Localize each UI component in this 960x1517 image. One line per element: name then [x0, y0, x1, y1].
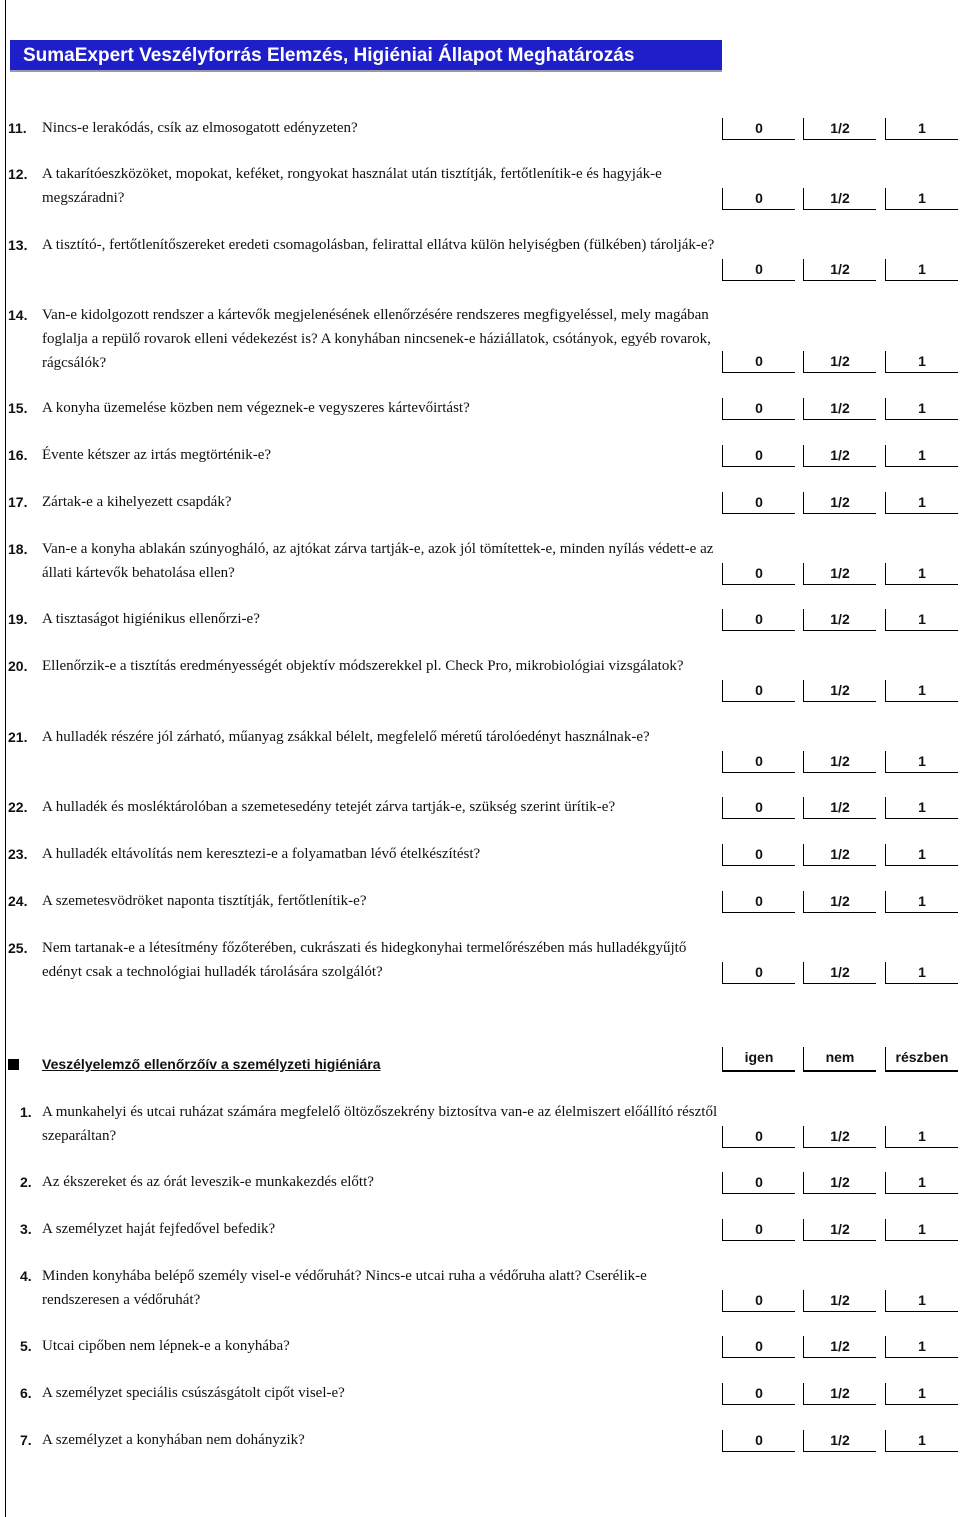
answer-option-0[interactable]: 0: [722, 445, 795, 467]
question-number: 24.: [8, 893, 28, 909]
answer-option-half[interactable]: 1/2: [803, 891, 876, 913]
answer-group: [722, 118, 958, 142]
column-header-reszben: részben: [885, 1047, 958, 1072]
question-text: A szemetesvödröket naponta tisztítják, fertőtlenítik-e?: [42, 893, 367, 909]
answer-option-half[interactable]: 1/2: [803, 445, 876, 467]
question-text: Nem tartanak-e a létesítmény főzőterében, cukrászati és hidegkonyhai termelőrészében más hulladékgyűjtő edényt csak a technológiai hulladék tárolására szolgálót?: [42, 940, 687, 980]
question-text: A takarítóeszközöket, mopokat, keféket, rongyokat használat után tisztítják, fertőtlenítik-e és hagyják-e megszáradni?: [42, 166, 662, 206]
answer-group: [722, 1336, 958, 1360]
answer-option-0[interactable]: 0: [722, 398, 795, 420]
answer-group: [722, 563, 958, 587]
page-title: SumaExpert Veszélyforrás Elemzés, Higiéniai Állapot Meghatározás: [10, 40, 722, 72]
question-number: 4.: [20, 1268, 32, 1284]
answer-option-half[interactable]: 1/2: [803, 1430, 876, 1452]
answer-group: [722, 609, 958, 633]
question-number: 5.: [20, 1338, 32, 1354]
question-number: 17.: [8, 494, 28, 510]
question-text: Ellenőrzik-e a tisztítás eredményességét objektív módszerekkel pl. Check Pro, mikrobiológiai vizsgálatok?: [42, 658, 684, 674]
question-text: A személyzet a konyhában nem dohányzik?: [42, 1432, 305, 1448]
answer-option-0[interactable]: 0: [722, 609, 795, 631]
answer-option-1[interactable]: 1: [885, 563, 958, 585]
answer-option-1[interactable]: 1: [885, 609, 958, 631]
column-header-nem: nem: [803, 1047, 876, 1072]
answer-group: [722, 962, 958, 986]
answer-group: [722, 891, 958, 915]
question-number: 23.: [8, 846, 28, 862]
answer-option-0[interactable]: 0: [722, 351, 795, 373]
question-number: 7.: [20, 1432, 32, 1448]
answer-group: [722, 1383, 958, 1407]
answer-option-1[interactable]: 1: [885, 1172, 958, 1194]
answer-option-half[interactable]: 1/2: [803, 1172, 876, 1194]
question-text: A hulladék részére jól zárható, műanyag zsákkal bélelt, megfelelő méretű tárolóedényt használnak-e?: [42, 729, 650, 745]
answer-group: [722, 844, 958, 868]
answer-group: [722, 1126, 958, 1150]
question-text: A személyzet haját fejfedővel befedik?: [42, 1221, 276, 1237]
answer-option-1[interactable]: 1: [885, 1290, 958, 1312]
answer-option-1[interactable]: 1: [885, 398, 958, 420]
answer-option-1[interactable]: 1: [885, 962, 958, 984]
answer-option-0[interactable]: 0: [722, 118, 795, 140]
answer-option-0[interactable]: 0: [722, 1172, 795, 1194]
answer-option-0[interactable]: 0: [722, 1430, 795, 1452]
answer-option-1[interactable]: 1: [885, 680, 958, 702]
question-text: Az ékszereket és az órát leveszik-e munkakezdés előtt?: [42, 1174, 374, 1190]
answer-group: [722, 259, 958, 283]
answer-group: [722, 797, 958, 821]
page-left-rule: [5, 0, 6, 1517]
question-number: 12.: [8, 166, 28, 182]
question-number: 22.: [8, 799, 28, 815]
answer-option-1[interactable]: 1: [885, 492, 958, 514]
answer-group: [722, 1219, 958, 1243]
answer-option-0[interactable]: 0: [722, 751, 795, 773]
answer-group: [722, 1290, 958, 1314]
answer-option-half[interactable]: 1/2: [803, 751, 876, 773]
answer-option-half[interactable]: 1/2: [803, 492, 876, 514]
answer-option-0[interactable]: 0: [722, 1383, 795, 1405]
answer-option-1[interactable]: 1: [885, 1219, 958, 1241]
column-headers: [722, 1047, 958, 1072]
question-text: A konyha üzemelése közben nem végeznek-e vegyszeres kártevőirtást?: [42, 400, 470, 416]
answer-option-half[interactable]: 1/2: [803, 1336, 876, 1358]
answer-option-half[interactable]: 1/2: [803, 188, 876, 210]
question-text: A hulladék és mosléktárolóban a szemetesedény tetejét zárva tartják-e, szükség szerint ürítik-e?: [42, 799, 616, 815]
answer-option-half[interactable]: 1/2: [803, 351, 876, 373]
question-number: 21.: [8, 729, 28, 745]
question-text: A tisztító-, fertőtlenítőszereket eredeti csomagolásban, felirattal ellátva külön helyiségben (fülkében) tárolják-e?: [42, 237, 715, 253]
answer-option-half[interactable]: 1/2: [803, 680, 876, 702]
answer-option-half[interactable]: 1/2: [803, 797, 876, 819]
question-text: Zártak-e a kihelyezett csapdák?: [42, 494, 232, 510]
question-text: A hulladék eltávolítás nem keresztezi-e a folyamatban lévő ételkészítést?: [42, 846, 481, 862]
question-number: 11.: [8, 120, 27, 136]
question-number: 13.: [8, 237, 28, 253]
answer-group: [722, 680, 958, 704]
question-text: Nincs-e lerakódás, csík az elmosogatott edényzeten?: [42, 120, 358, 136]
answer-option-1[interactable]: 1: [885, 1336, 958, 1358]
question-text: A tisztaságot higiénikus ellenőrzi-e?: [42, 611, 260, 627]
answer-group: [722, 445, 958, 469]
question-text: Évente kétszer az irtás megtörténik-e?: [42, 447, 272, 463]
question-text: A munkahelyi és utcai ruházat számára megfelelő öltözőszekrény biztosítva van-e az élelmiszert előállító résztől szeparáltan?: [42, 1104, 718, 1144]
answer-option-half[interactable]: 1/2: [803, 1219, 876, 1241]
answer-option-1[interactable]: 1: [885, 1383, 958, 1405]
answer-option-0[interactable]: 0: [722, 962, 795, 984]
answer-option-half[interactable]: 1/2: [803, 609, 876, 631]
answer-option-0[interactable]: 0: [722, 680, 795, 702]
answer-option-0[interactable]: 0: [722, 188, 795, 210]
answer-option-0[interactable]: 0: [722, 891, 795, 913]
answer-option-0[interactable]: 0: [722, 492, 795, 514]
answer-group: [722, 492, 958, 516]
section-bullet-icon: [8, 1059, 19, 1070]
question-number: 25.: [8, 940, 28, 956]
answer-option-1[interactable]: 1: [885, 445, 958, 467]
question-number: 20.: [8, 658, 28, 674]
answer-option-1[interactable]: 1: [885, 751, 958, 773]
answer-option-0[interactable]: 0: [722, 1290, 795, 1312]
answer-option-0[interactable]: 0: [722, 259, 795, 281]
answer-option-half[interactable]: 1/2: [803, 563, 876, 585]
question-number: 15.: [8, 400, 28, 416]
answer-option-0[interactable]: 0: [722, 844, 795, 866]
answer-option-1[interactable]: 1: [885, 1430, 958, 1452]
answer-option-1[interactable]: 1: [885, 797, 958, 819]
answer-group: [722, 751, 958, 775]
answer-option-0[interactable]: 0: [722, 797, 795, 819]
answer-option-1[interactable]: 1: [885, 891, 958, 913]
answer-option-1[interactable]: 1: [885, 259, 958, 281]
answer-option-half[interactable]: 1/2: [803, 259, 876, 281]
question-number: 1.: [20, 1104, 32, 1120]
answer-option-half[interactable]: 1/2: [803, 398, 876, 420]
answer-option-half[interactable]: 1/2: [803, 1290, 876, 1312]
answer-option-half[interactable]: 1/2: [803, 844, 876, 866]
question-number: 14.: [8, 307, 28, 323]
answer-group: [722, 188, 958, 212]
question-number: 2.: [20, 1174, 32, 1190]
answer-option-half[interactable]: 1/2: [803, 118, 876, 140]
answer-option-half[interactable]: 1/2: [803, 1383, 876, 1405]
question-text: Van-e a konyha ablakán szúnyogháló, az ajtókat zárva tartják-e, azok jól tömítettek-e, minden nyílás védett-e az állati kártevők behatolása ellen?: [42, 541, 714, 581]
answer-group: [722, 398, 958, 422]
question-text: Van-e kidolgozott rendszer a kártevők megjelenésének ellenőrzésére rendszeres megfigyeléssel, mely magában foglalja a repülő rovarok elleni védekezést is? A konyhában nincsenek-e háziállatok, csótányok, egyéb rovarok, rágcsálók?: [42, 307, 711, 371]
question-text: A személyzet speciális csúszásgátolt cipőt visel-e?: [42, 1385, 345, 1401]
answer-option-1[interactable]: 1: [885, 118, 958, 140]
answer-option-half[interactable]: 1/2: [803, 1126, 876, 1148]
question-number: 18.: [8, 541, 28, 557]
answer-option-0[interactable]: 0: [722, 1219, 795, 1241]
answer-group: [722, 1430, 958, 1454]
column-header-igen: igen: [722, 1047, 795, 1072]
question-number: 6.: [20, 1385, 32, 1401]
answer-option-1[interactable]: 1: [885, 844, 958, 866]
answer-option-0[interactable]: 0: [722, 563, 795, 585]
question-text: Minden konyhába belépő személy visel-e védőruhát? Nincs-e utcai ruha a védőruha alatt? Cserélik-e rendszeresen a védőruhát?: [42, 1268, 647, 1308]
section-title: Veszélyelemző ellenőrzőív a személyzeti higiéniára: [42, 1056, 381, 1072]
answer-group: [722, 351, 958, 375]
answer-option-0[interactable]: 0: [722, 1336, 795, 1358]
answer-option-half[interactable]: 1/2: [803, 962, 876, 984]
question-text: Utcai cipőben nem lépnek-e a konyhába?: [42, 1338, 290, 1354]
answer-option-1[interactable]: 1: [885, 1126, 958, 1148]
answer-option-1[interactable]: 1: [885, 188, 958, 210]
answer-group: [722, 1172, 958, 1196]
answer-option-1[interactable]: 1: [885, 351, 958, 373]
question-number: 16.: [8, 447, 28, 463]
answer-option-0[interactable]: 0: [722, 1126, 795, 1148]
question-number: 3.: [20, 1221, 32, 1237]
question-number: 19.: [8, 611, 28, 627]
